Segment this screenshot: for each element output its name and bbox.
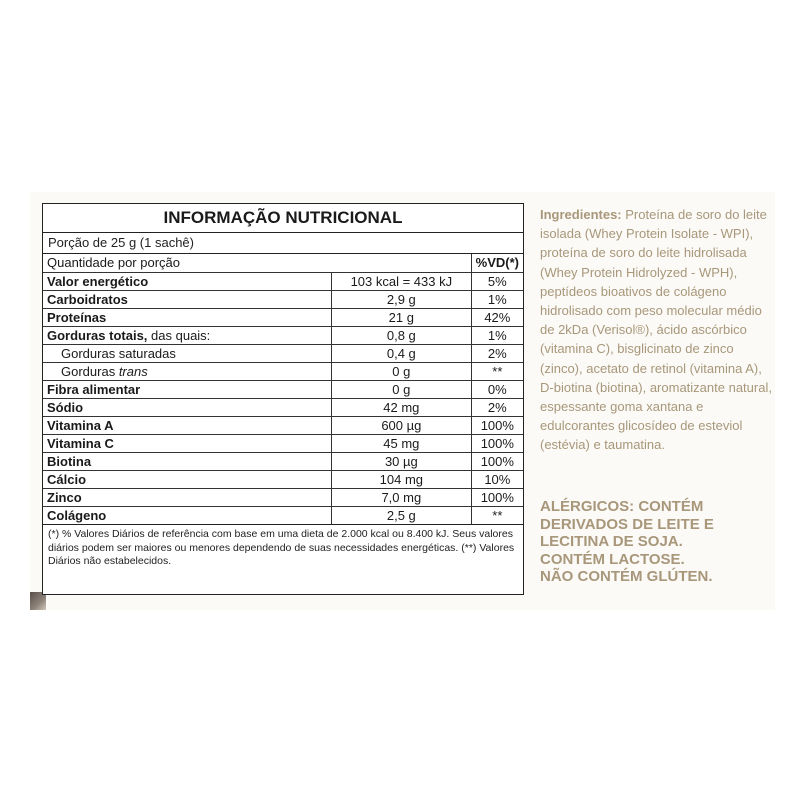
ingredients-heading: Ingredientes:: [540, 207, 622, 222]
nutrient-name: Valor energético: [43, 272, 332, 290]
nutrient-vd: 42%: [471, 308, 523, 326]
table-row: [43, 398, 523, 416]
ingredients-block: [540, 205, 772, 455]
nutrient-name: Sódio: [43, 398, 332, 416]
table-row: [43, 470, 523, 488]
nutrient-vd: 100%: [471, 434, 523, 452]
header-quantity: Quantidade por porção: [47, 255, 180, 271]
table-row: [43, 488, 523, 506]
table-row: [43, 380, 523, 398]
nutrient-name: Fibra alimentar: [43, 380, 332, 398]
table-row: [43, 362, 523, 380]
allergen-line-1: ALÉRGICOS: CONTÉM DERIVADOS DE LEITE E LECITINA DE SOJA.: [540, 498, 714, 550]
table-row: [43, 272, 523, 290]
nutrient-vd: 100%: [471, 452, 523, 470]
nutrient-name: Biotina: [43, 452, 332, 470]
allergen-line-2: CONTÉM LACTOSE.: [540, 550, 685, 568]
nutrient-name: Proteínas: [43, 308, 332, 326]
portion-size: Porção de 25 g (1 sachê): [43, 233, 523, 254]
table-row: [43, 326, 523, 344]
nutrient-vd: 10%: [471, 470, 523, 488]
table-row: [43, 416, 523, 434]
nutrient-vd: **: [471, 506, 523, 524]
nutrient-name: Colágeno: [43, 506, 332, 524]
nutrient-vd: 100%: [471, 488, 523, 506]
nutrient-amount: 30 µg: [332, 452, 472, 470]
nutrient-name: Gorduras totais, das quais:: [43, 326, 332, 344]
nutrient-amount: 0,4 g: [332, 344, 472, 362]
nutrient-amount: 2,5 g: [332, 506, 472, 524]
allergen-line-3: NÃO CONTÉM GLÚTEN.: [540, 568, 713, 585]
nutrient-vd: 2%: [471, 344, 523, 362]
table-title: INFORMAÇÃO NUTRICIONAL: [43, 204, 523, 233]
table-row: [43, 344, 523, 362]
nutrition-facts-table: [42, 203, 524, 595]
nutrient-name: Cálcio: [43, 470, 332, 488]
nutrient-amount: 42 mg: [332, 398, 472, 416]
table-row: [43, 290, 523, 308]
nutrient-vd: 1%: [471, 326, 523, 344]
table-row: [43, 452, 523, 470]
nutrient-vd: 1%: [471, 290, 523, 308]
table-row: [43, 308, 523, 326]
nutrient-vd: 100%: [471, 416, 523, 434]
nutrient-amount: 0,8 g: [332, 326, 472, 344]
nutrient-amount: 0 g: [332, 380, 472, 398]
nutrient-name: Vitamina C: [43, 434, 332, 452]
allergen-warning: [540, 498, 772, 586]
nutrient-vd: 2%: [471, 398, 523, 416]
footnote: (*) % Valores Diários de referência com base em uma dieta de 2.000 kcal ou 8.400 kJ. Seus valores diários podem ser maiores ou menores dependendo de suas necessidades energéticas. (**) Valores Diários não estabelecidos.: [43, 524, 523, 569]
nutrient-vd: 0%: [471, 380, 523, 398]
nutrient-amount: 21 g: [332, 308, 472, 326]
nutrient-table: [43, 254, 523, 524]
nutrient-amount: 45 mg: [332, 434, 472, 452]
nutrient-amount: 7,0 mg: [332, 488, 472, 506]
nutrient-amount: 600 µg: [332, 416, 472, 434]
nutrient-name: Gorduras saturadas: [43, 344, 332, 362]
nutrient-name: Carboidratos: [43, 290, 332, 308]
nutrient-amount: 2,9 g: [332, 290, 472, 308]
table-row: [43, 434, 523, 452]
nutrient-name: Zinco: [43, 488, 332, 506]
header-vd: %VD(*): [471, 254, 523, 272]
nutrient-vd: **: [471, 362, 523, 380]
table-row: [43, 506, 523, 524]
nutrient-name: Vitamina A: [43, 416, 332, 434]
nutrient-amount: 0 g: [332, 362, 472, 380]
nutrient-amount: 104 mg: [332, 470, 472, 488]
nutrient-vd: 5%: [471, 272, 523, 290]
nutrient-name: Gorduras trans: [43, 362, 332, 380]
table-header-row: [43, 254, 523, 272]
ingredients-text: Proteína de soro do leite isolada (Whey Protein Isolate - WPI), proteína de soro do leite hidrolisada (Whey Protein Hidrolyzed - WPH), peptídeos bioativos de colágeno hidrolisado com peso molecular médio de 2kDa (Verisol®), ácido ascórbico (vitamina C), bisglicinato de zinco (zinco), acetato de retinol (vitamina A), D-biotina (biotina), aromatizante natural, espessante goma xantana e edulcorantes glicosídeo de esteviol (estévia) e taumatina.: [540, 207, 772, 453]
nutrient-amount: 103 kcal = 433 kJ: [332, 272, 472, 290]
